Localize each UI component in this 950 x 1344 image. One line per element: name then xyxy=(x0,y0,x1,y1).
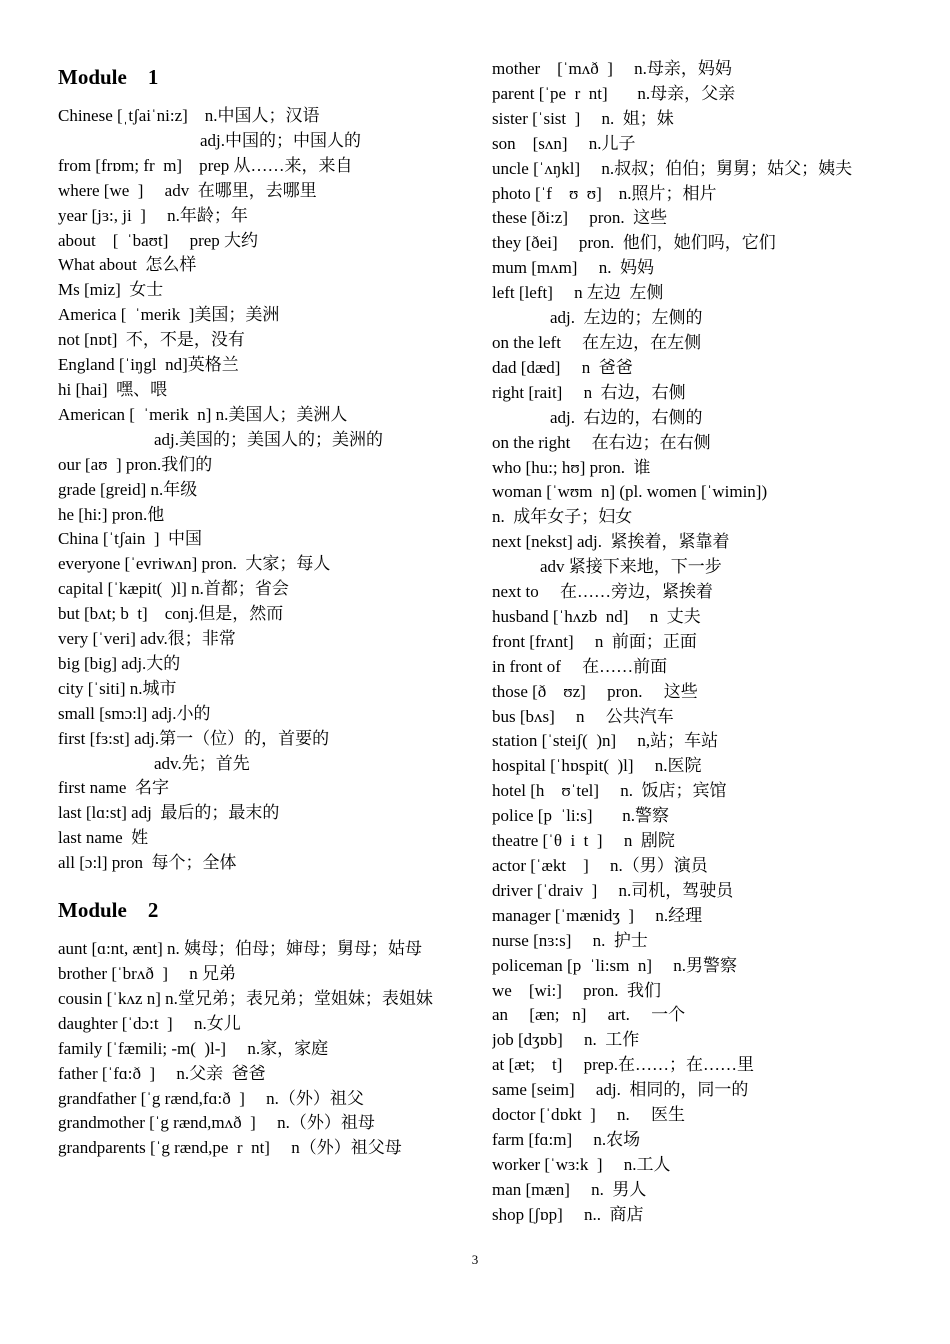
vocab-entry: left [left] n 左边 左侧 xyxy=(492,283,664,303)
vocab-entry: man [mæn] n. 男人 xyxy=(492,1179,647,1199)
vocab-entry: adj. 右边的，右侧的 xyxy=(550,407,703,427)
vocab-entry: from [frɒm; fr m] prep 从……来，来自 xyxy=(58,155,353,175)
vocab-entry: brother [ˈbrʌð ] n 兄弟 xyxy=(58,964,236,983)
vocab-entry: photo [ˈf ʊ ʊ] n.照片；相片 xyxy=(492,183,717,203)
vocab-entry: front [frʌnt] n 前面；正面 xyxy=(492,631,697,651)
vocab-entry: on the right 在右边；在右侧 xyxy=(492,432,711,452)
vocab-entry: last [lɑ:st] adj 最后的；最末的 xyxy=(58,803,280,823)
vocab-entry: all [ɔ:l] pron 每个；全体 xyxy=(58,853,237,873)
vocab-entry: capital [ˈkæpit( )l] n.首都；省会 xyxy=(58,579,289,599)
vocab-entry: who [hu:; hʊ] pron. 谁 xyxy=(492,457,651,477)
vocab-entry: sister [ˈsist ] n. 姐；妹 xyxy=(492,108,674,128)
vocab-entry: Chinese [ˌtʃaiˈni:z] n.中国人；汉语 xyxy=(58,106,320,125)
vocab-entry: in front of 在……前面 xyxy=(492,656,668,676)
module-1-heading: Module 1 xyxy=(58,65,159,89)
vocab-entry: adv.先；首先 xyxy=(154,753,250,773)
vocab-entry: last name 姓 xyxy=(58,828,149,848)
vocab-entry: small [smɔ:l] adj.小的 xyxy=(58,703,211,723)
vocab-entry: where [we ] adv 在哪里，去哪里 xyxy=(58,180,317,200)
vocab-entry: adj.美国的；美国人的；美洲的 xyxy=(154,429,384,449)
vocab-entry: father [ˈfɑ:ð ] n.父亲 爸爸 xyxy=(58,1063,266,1083)
vocab-entry: bus [bʌs] n 公共汽车 xyxy=(492,706,674,726)
vocab-entry: they [ðei] pron. 他们，她们吗，它们 xyxy=(492,233,776,253)
vocab-entry: at [æt; t] prep.在……；在……里 xyxy=(492,1055,755,1075)
vocab-entry: daughter [ˈdɔ:t ] n.女儿 xyxy=(58,1013,241,1033)
vocab-entry: adj. 左边的；左侧的 xyxy=(550,308,703,328)
vocab-entry: year [jɜ:, ji ] n.年龄；年 xyxy=(58,205,248,225)
vocab-entry: our [aʊ ] pron.我们的 xyxy=(58,454,213,474)
vocab-entry: shop [ʃɒp] n.. 商店 xyxy=(492,1204,644,1224)
vocab-entry: policeman [p ˈli:sm n] n.男警察 xyxy=(492,955,738,975)
vocab-entry: American [ ˈmerik n] n.美国人；美洲人 xyxy=(58,404,348,424)
module-1-vocab-list xyxy=(58,104,468,876)
vocab-entry: police [p ˈli:s] n.警察 xyxy=(492,806,670,826)
left-column xyxy=(58,54,468,1161)
vocab-entry: next to 在……旁边，紧挨着 xyxy=(492,582,713,602)
vocab-entry: nurse [nɜ:s] n. 护士 xyxy=(492,930,648,950)
vocab-entry: station [ˈsteiʃ( )n] n,站；车站 xyxy=(492,731,719,751)
vocab-entry: adv 紧接下来地，下一步 xyxy=(540,557,722,577)
module-2-vocab-list xyxy=(58,937,468,1161)
vocab-entry: hotel [h ʊˈtel] n. 饭店；宾馆 xyxy=(492,781,727,801)
vocab-entry: Ms [miz] 女士 xyxy=(58,280,164,300)
vocab-entry: uncle [ˈʌŋkl] n.叔叔；伯伯；舅舅；姑父；姨夫 xyxy=(492,158,853,178)
vocab-entry: grade [greid] n.年级 xyxy=(58,479,198,499)
vocab-entry: husband [ˈhʌzb nd] n 丈夫 xyxy=(492,606,701,626)
vocab-entry: driver [ˈdraiv ] n.司机，驾驶员 xyxy=(492,880,734,900)
vocab-entry: America [ ˈmerik ]美国；美洲 xyxy=(58,305,280,325)
vocab-entry: adj.中国的；中国人的 xyxy=(200,130,362,150)
vocab-entry: city [ˈsiti] n.城市 xyxy=(58,678,177,698)
page-number: 3 xyxy=(471,1252,479,1267)
vocab-entry: actor [ˈækt ] n.（男）演员 xyxy=(492,856,708,875)
vocab-entry: same [seim] adj. 相同的，同一的 xyxy=(492,1080,749,1100)
vocab-entry: hospital [ˈhɒspit( )l] n.医院 xyxy=(492,756,702,776)
vocab-entry: mum [mʌm] n. 妈妈 xyxy=(492,258,654,278)
vocab-entry: n. 成年女子；妇女 xyxy=(492,507,633,527)
vocab-entry: China [ˈtʃain ] 中国 xyxy=(58,529,202,549)
vocab-entry: we [wi:] pron. 我们 xyxy=(492,980,662,1000)
vocab-entry: very [ˈveri] adv.很；非常 xyxy=(58,629,236,649)
vocab-entry: job [dʒɒb] n. 工作 xyxy=(492,1030,640,1050)
vocab-entry: those [ð ʊz] pron. 这些 xyxy=(492,681,698,701)
vocab-entry: an [æn; n] art. 一个 xyxy=(492,1005,686,1025)
right-column xyxy=(492,57,912,1228)
vocab-entry: manager [ˈmænidʒ ] n.经理 xyxy=(492,905,703,925)
vocab-entry: grandfather [ˈg rænd,fɑ:ð ] n.（外）祖父 xyxy=(58,1088,364,1108)
vocab-entry: parent [ˈpe r nt] n.母亲，父亲 xyxy=(492,83,736,103)
vocab-entry: cousin [ˈkʌz n] n.堂兄弟；表兄弟；堂姐妹；表姐妹 xyxy=(58,988,433,1008)
vocab-entry: but [bʌt; b t] conj.但是，然而 xyxy=(58,604,284,624)
vocab-entry: he [hi:] pron.他 xyxy=(58,504,165,524)
module-2-heading: Module 2 xyxy=(58,898,159,923)
vocab-entry: mother [ˈmʌð ] n.母亲，妈妈 xyxy=(492,59,732,78)
vocab-entry: doctor [ˈdɒkt ] n. 医生 xyxy=(492,1105,686,1125)
vocab-entry: theatre [ˈθ i t ] n 剧院 xyxy=(492,831,675,851)
vocab-entry: hi [hai] 嘿、喂 xyxy=(58,379,168,399)
vocab-entry: grandparents [ˈg rænd,pe r nt] n（外）祖父母 xyxy=(58,1138,402,1158)
vocab-entry: not [nɒt] 不，不是，没有 xyxy=(58,330,245,350)
vocab-entry: What about 怎么样 xyxy=(58,255,197,275)
vocab-entry: family [ˈfæmili; -m( )l-] n.家，家庭 xyxy=(58,1038,329,1058)
vocab-entry: right [rait] n 右边，右侧 xyxy=(492,382,686,402)
vocab-entry: on the left 在左边，在左侧 xyxy=(492,332,702,352)
vocab-entry: these [ði:z] pron. 这些 xyxy=(492,208,668,228)
vocab-entry: aunt [ɑ:nt, ænt] n. 姨母；伯母；婶母；舅母；姑母 xyxy=(58,939,422,959)
vocab-entry: grandmother [ˈg rænd,mʌð ] n.（外）祖母 xyxy=(58,1113,375,1133)
vocab-entry: about [ ˈbaʊt] prep 大约 xyxy=(58,230,259,250)
vocab-entry: son [sʌn] n.儿子 xyxy=(492,133,636,153)
vocab-entry: dad [dæd] n 爸爸 xyxy=(492,357,633,377)
vocab-entry: England [ˈiŋgl nd]英格兰 xyxy=(58,355,239,375)
vocab-entry: next [nekst] adj. 紧挨着，紧靠着 xyxy=(492,532,730,552)
vocab-entry: everyone [ˈevriwʌn] pron. 大家；每人 xyxy=(58,554,331,574)
vocab-entry: first [fɜ:st] adj.第一（位）的，首要的 xyxy=(58,728,330,748)
vocab-entry: woman [ˈwʊm n] (pl. women [ˈwimin]) xyxy=(492,482,768,502)
vocab-entry: worker [ˈwɜ:k ] n.工人 xyxy=(492,1154,671,1174)
vocab-entry: first name 名字 xyxy=(58,778,169,798)
vocab-entry: farm [fɑ:m] n.农场 xyxy=(492,1129,641,1149)
vocab-entry: big [big] adj.大的 xyxy=(58,653,181,673)
